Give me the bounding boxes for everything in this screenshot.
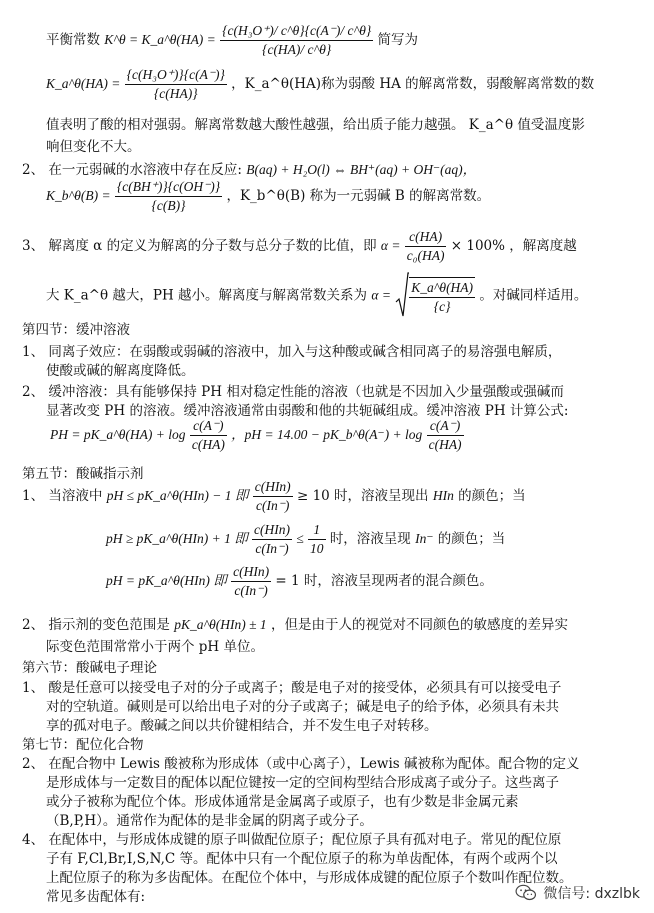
item-number: 1、 bbox=[22, 488, 45, 504]
body-text: 在一元弱碱的水溶液中存在反应: bbox=[48, 162, 242, 178]
lead-text: 平衡常数 bbox=[46, 32, 100, 48]
denominator: {c(HA)} bbox=[153, 86, 198, 101]
body-line: 值表明了酸的相对强弱。解离常数越大酸性越强，给出质子能力越强。 K_a^θ 值受温度影 bbox=[46, 117, 585, 133]
denominator: {c} bbox=[433, 298, 451, 314]
fraction bbox=[253, 478, 293, 515]
list-item-line2 bbox=[46, 272, 587, 320]
watermark-text: 微信号: dxzlbk bbox=[543, 886, 640, 902]
fraction bbox=[405, 228, 447, 265]
numerator: c(HIn) bbox=[253, 478, 293, 497]
reaction-equation: B(aq) + H₂O(l) ⇔ BH⁺(aq) + OH⁻(aq)， bbox=[246, 162, 477, 177]
body-line: 对的空轨道。碱则是可以给出电子对的分子或离子；碱是电子的给予体，必须具有未共 bbox=[46, 699, 559, 715]
formula: K_b^θ(B) = bbox=[46, 188, 111, 203]
fraction bbox=[308, 521, 326, 558]
formula: pH ≥ pK_a^θ(HIn) + 1 即 bbox=[106, 531, 248, 546]
equilibrium-constant-line bbox=[46, 22, 418, 59]
item-number: 2、 bbox=[22, 756, 45, 772]
numerator: c(HIn) bbox=[231, 563, 271, 582]
body-text: 同离子效应：在弱酸或弱碱的溶液中，加入与这种酸或碱含相同离子的易溶强电解质， bbox=[48, 344, 562, 360]
item-number: 1、 bbox=[22, 680, 45, 696]
body-line: 际变色范围常常小于两个 pH 单位。 bbox=[46, 639, 264, 655]
body-line: 或分子被称为配位个体。形成体通常是金属离子或原子，也有少数是非金属元素 bbox=[46, 794, 519, 810]
body-line: 享的孤对电子。酸碱之间以共价键相结合，并不发生电子对转移。 bbox=[46, 718, 438, 734]
indicator-line-3 bbox=[106, 563, 493, 600]
item-number: 3、 bbox=[22, 238, 45, 254]
tail-text: ，K_b^θ(B) 称为一元弱碱 B 的解离常数。 bbox=[226, 188, 491, 204]
body-text: 在配合物中 Lewis 酸被称为形成体（或中心离子），Lewis 碱被称为配体。配合物的定义 bbox=[48, 756, 580, 772]
denominator: c(In⁻) bbox=[255, 541, 289, 556]
fraction bbox=[115, 178, 222, 215]
item-number: 4、 bbox=[22, 832, 45, 848]
formula: pH = pK_a^θ(HIn) 即 bbox=[106, 573, 227, 588]
kb-definition-line bbox=[46, 178, 490, 215]
tail-text: 简写为 bbox=[377, 32, 419, 48]
watermark bbox=[515, 883, 640, 903]
section-title: 第五节：酸碱指示剂 bbox=[22, 466, 144, 482]
item-number: 2、 bbox=[22, 384, 45, 400]
body-text: 当溶液中 bbox=[48, 488, 103, 504]
body-line: 是形成体与一定数目的配体以配位键按一定的空间构型结合形成离子或分子。这些离子 bbox=[46, 775, 559, 791]
denominator: c(HA) bbox=[191, 437, 225, 452]
numerator: {c(BH⁺)}{c(OH⁻)} bbox=[115, 178, 222, 197]
formula: In⁻ bbox=[415, 531, 434, 546]
body-text: 的颜色；当 bbox=[437, 531, 506, 547]
denominator: c₀(HA) bbox=[406, 248, 445, 263]
fraction bbox=[252, 521, 292, 558]
section-title: 第六节：酸碱电子理论 bbox=[22, 660, 157, 676]
formula: PH = pK_a^θ(HA) + log bbox=[50, 427, 186, 442]
formula: K^θ = K_a^θ(HA) = bbox=[104, 32, 216, 47]
list-item bbox=[22, 828, 561, 848]
denominator: {c(B)} bbox=[151, 198, 186, 213]
body-line: 子有 F,Cl,Br,I,S,N,C 等。配体中只有一个配位原子的称为单齿配体，有两个或两个以 bbox=[46, 851, 558, 867]
item-number: 1、 bbox=[22, 344, 45, 360]
formula: ，pH = 14.00 − pK_b^θ(A⁻) + log bbox=[231, 427, 423, 442]
body-line: 常见多齿配体有: bbox=[46, 889, 146, 905]
wechat-icon bbox=[515, 884, 537, 902]
list-item bbox=[22, 228, 577, 265]
list-item bbox=[22, 340, 561, 360]
section-title: 第四节：缓冲溶液 bbox=[22, 322, 130, 338]
fraction bbox=[220, 22, 373, 59]
body-text: ≥ 10 时，溶液呈现出 bbox=[296, 488, 429, 504]
numerator: c(HIn) bbox=[252, 521, 292, 540]
list-item bbox=[22, 613, 568, 633]
sqrt-sign-icon bbox=[395, 272, 409, 320]
buffer-ph-formula bbox=[50, 417, 464, 454]
tail-text: × 100% ，解离度越 bbox=[450, 238, 577, 254]
body-text: 时，溶液呈现 bbox=[329, 531, 411, 547]
denominator: 10 bbox=[310, 541, 324, 556]
body-text: 指示剂的变色范围是 bbox=[48, 617, 170, 633]
body-text: 大 K_a^θ 越大，PH 越小。解离度与解离常数关系为 bbox=[46, 287, 368, 304]
body-text: 的颜色；当 bbox=[458, 488, 526, 504]
body-text: = 1 时，溶液呈现两者的混合颜色。 bbox=[275, 573, 493, 589]
body-text: ，K_a^θ(HA)称为弱酸 HA 的解离常数，弱酸解离常数的数 bbox=[231, 76, 595, 92]
numerator: {c(H₃O⁺)/ c^θ}{c(A⁻)/ c^θ} bbox=[220, 22, 373, 41]
tail-text: 。对碱同样适用。 bbox=[479, 287, 588, 304]
sqrt-expression bbox=[395, 272, 475, 320]
formula: HIn bbox=[432, 488, 454, 503]
body-line: 使酸或碱的解离度降低。 bbox=[46, 363, 195, 379]
denominator: c(In⁻) bbox=[256, 498, 290, 513]
fraction bbox=[427, 417, 464, 454]
body-text: 在配体中，与形成体成键的原子叫做配位原子；配位原子具有孤对电子。常见的配位原 bbox=[48, 832, 562, 848]
list-item bbox=[22, 158, 476, 178]
list-item bbox=[22, 752, 580, 772]
formula: K_a^θ(HA) = bbox=[46, 76, 121, 91]
body-text: 缓冲溶液：具有能够保持 PH 相对稳定性能的溶液（也就是不因加入少量强酸或强碱而 bbox=[48, 384, 564, 400]
section-title: 第七节：配位化合物 bbox=[22, 737, 144, 753]
body-text: ，但是由于人的视觉对不同颜色的敏感度的差异实 bbox=[270, 617, 568, 633]
numerator: {c(H₃O⁺)}{c(A⁻)} bbox=[125, 66, 227, 85]
list-item bbox=[22, 380, 564, 400]
formula: α = bbox=[380, 238, 401, 253]
body-line: 显著改变 PH 的溶液。缓冲溶液通常由弱酸和他的共轭碱组成。缓冲溶液 PH 计算公式: bbox=[46, 403, 569, 419]
formula: pK_a^θ(HIn) ± 1 bbox=[174, 617, 267, 632]
formula: pH ≤ pK_a^θ(HIn) − 1 即 bbox=[106, 488, 249, 503]
body-line: 上配位原子的称为多齿配体。在配位个体中，与形成体成键的配位原子个数叫作配位数。 bbox=[46, 870, 573, 886]
item-number: 2、 bbox=[22, 162, 45, 178]
body-text: 酸是任意可以接受电子对的分子或离子；酸是电子对的接受体，必须具有可以接受电子 bbox=[48, 680, 562, 696]
body-line: 响但变化不大。 bbox=[46, 139, 141, 155]
numerator: c(HA) bbox=[405, 228, 447, 247]
denominator: c(In⁻) bbox=[234, 583, 268, 598]
indicator-line-2 bbox=[106, 521, 505, 558]
list-item bbox=[22, 478, 526, 515]
numerator: c(A⁻) bbox=[427, 417, 464, 436]
fraction bbox=[231, 563, 271, 600]
fraction bbox=[125, 66, 227, 103]
denominator: c(HA) bbox=[428, 437, 462, 452]
numerator: 1 bbox=[308, 521, 326, 540]
ka-definition-line bbox=[46, 66, 594, 103]
body-text: 解离度 α 的定义为解离的分子数与总分子数的比值，即 bbox=[48, 238, 377, 254]
body-line: （B,P,H）。通常作为配体的是非金属的阴离子或分子。 bbox=[46, 813, 373, 829]
fraction bbox=[190, 417, 227, 454]
list-item bbox=[22, 676, 561, 696]
numerator: c(A⁻) bbox=[190, 417, 227, 436]
numerator: K_a^θ(HA) bbox=[409, 279, 475, 298]
formula: ≤ bbox=[296, 531, 304, 546]
denominator: {c(HA)/ c^θ} bbox=[262, 42, 332, 57]
formula: α = bbox=[371, 287, 391, 303]
item-number: 2、 bbox=[22, 617, 45, 633]
